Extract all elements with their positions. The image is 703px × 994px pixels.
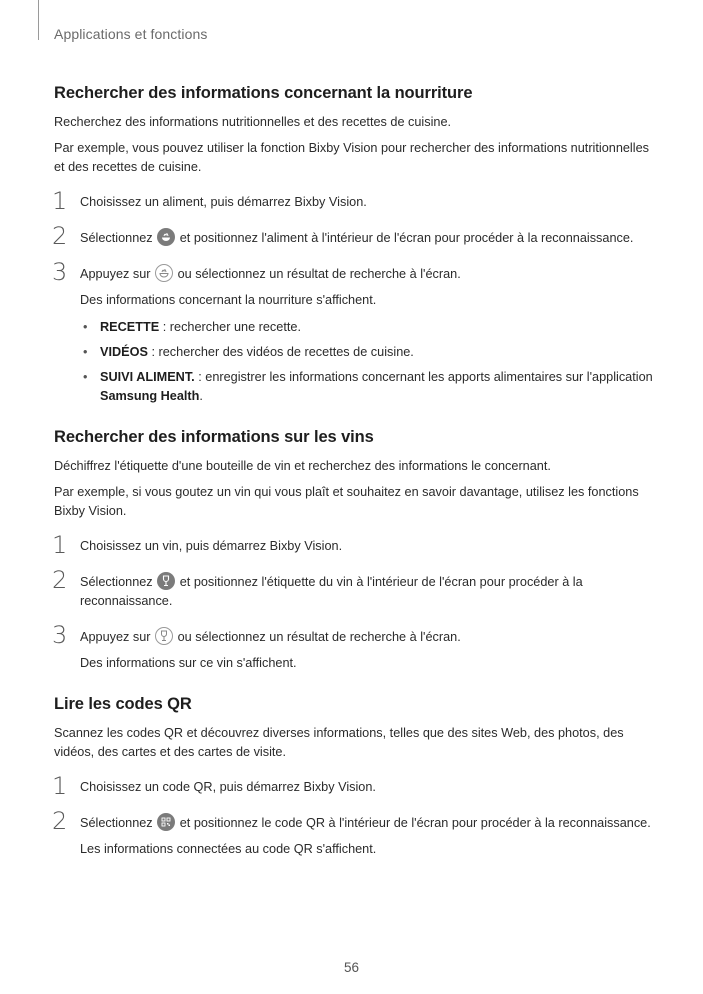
intro-paragraph: Recherchez des informations nutritionnelles et des recettes de cuisine. — [54, 115, 452, 129]
step-number: 2 — [52, 222, 68, 250]
step-text-after: ou sélectionnez un résultat de recherche à l'écran. — [177, 630, 461, 644]
step-text-after: et positionnez l'étiquette du vin à l'intérieur de l'écran pour procéder à la reconnaissance. — [80, 575, 583, 608]
step — [52, 531, 654, 559]
page-content — [54, 84, 654, 859]
wine-icon — [157, 572, 175, 590]
step-note: Des informations concernant la nourriture s'affichent. — [80, 293, 377, 307]
wine-icon — [155, 627, 173, 645]
intro-paragraph: Déchiffrez l'étiquette d'une bouteille de vin et recherchez des informations le concernant. — [54, 459, 551, 473]
step-text-after: ou sélectionnez un résultat de recherche à l'écran. — [177, 267, 461, 281]
intro-paragraph: Scannez les codes QR et découvrez diverses informations, telles que des sites Web, des photos, des vidéos, des cartes et des cartes de visite. — [54, 726, 624, 759]
section-wine — [54, 428, 654, 673]
section-title: Rechercher des informations sur les vins — [54, 428, 374, 446]
step-text-after: et positionnez le code QR à l'intérieur de l'écran pour procéder à la reconnaissance. — [179, 816, 651, 830]
step-text: Choisissez un aliment, puis démarrez Bixby Vision. — [80, 195, 367, 209]
food-icon — [155, 264, 173, 282]
app-name: Samsung Health — [100, 389, 200, 403]
option-description: : rechercher des vidéos de recettes de cuisine. — [147, 345, 414, 359]
option-list — [80, 318, 654, 406]
section-food — [54, 84, 654, 406]
step-text-before: Sélectionnez — [80, 575, 153, 589]
step-text-before: Appuyez sur — [80, 267, 151, 281]
step-note: Des informations sur ce vin s'affichent. — [80, 656, 297, 670]
step-number: 1 — [52, 187, 68, 215]
bullet-icon: • — [83, 320, 88, 334]
step — [52, 807, 654, 859]
step — [52, 258, 654, 406]
food-icon — [157, 228, 175, 246]
intro-paragraph: Par exemple, si vous goutez un vin qui vous plaît et souhaitez en savoir davantage, utilisez les fonctions Bixby Vision. — [54, 485, 639, 518]
header-divider — [38, 0, 39, 40]
step — [52, 772, 654, 800]
step — [52, 187, 654, 215]
step-text: Choisissez un vin, puis démarrez Bixby Vision. — [80, 539, 343, 553]
step-number: 2 — [52, 566, 68, 594]
step — [52, 621, 654, 673]
list-item — [80, 343, 654, 362]
bullet-icon: • — [83, 370, 88, 384]
step-number: 1 — [52, 772, 68, 800]
page-number: 56 — [343, 960, 360, 975]
step-text-before: Appuyez sur — [80, 630, 151, 644]
sentence-end: . — [199, 389, 203, 403]
option-name: SUIVI ALIMENT. — [100, 370, 195, 384]
step-note: Les informations connectées au code QR s'affichent. — [80, 842, 377, 856]
step — [52, 222, 654, 250]
intro-paragraph: Par exemple, vous pouvez utiliser la fonction Bixby Vision pour rechercher des informations nutritionnelles et des recettes de cuisine. — [54, 141, 649, 174]
option-name: VIDÉOS — [100, 345, 148, 359]
step-text-before: Sélectionnez — [80, 816, 153, 830]
option-description: : rechercher une recette. — [159, 320, 301, 334]
section-title: Rechercher des informations concernant la nourriture — [54, 84, 473, 102]
list-item — [80, 368, 654, 406]
step-number: 2 — [52, 807, 68, 835]
step-text-before: Sélectionnez — [80, 231, 153, 245]
option-name: RECETTE — [100, 320, 160, 334]
chapter-title: Applications et fonctions — [54, 26, 208, 42]
option-description: : enregistrer les informations concernant les apports alimentaires sur l'application — [194, 370, 653, 384]
step-text-after: et positionnez l'aliment à l'intérieur de l'écran pour procéder à la reconnaissance. — [179, 231, 634, 245]
section-qr — [54, 695, 654, 859]
list-item — [80, 318, 654, 337]
bullet-icon: • — [83, 345, 88, 359]
step-number: 3 — [52, 258, 68, 286]
step-number: 3 — [52, 621, 68, 649]
qr-code-icon — [157, 813, 175, 831]
step — [52, 566, 654, 611]
step-number: 1 — [52, 531, 68, 559]
section-title: Lire les codes QR — [54, 695, 192, 713]
step-text: Choisissez un code QR, puis démarrez Bixby Vision. — [80, 780, 376, 794]
